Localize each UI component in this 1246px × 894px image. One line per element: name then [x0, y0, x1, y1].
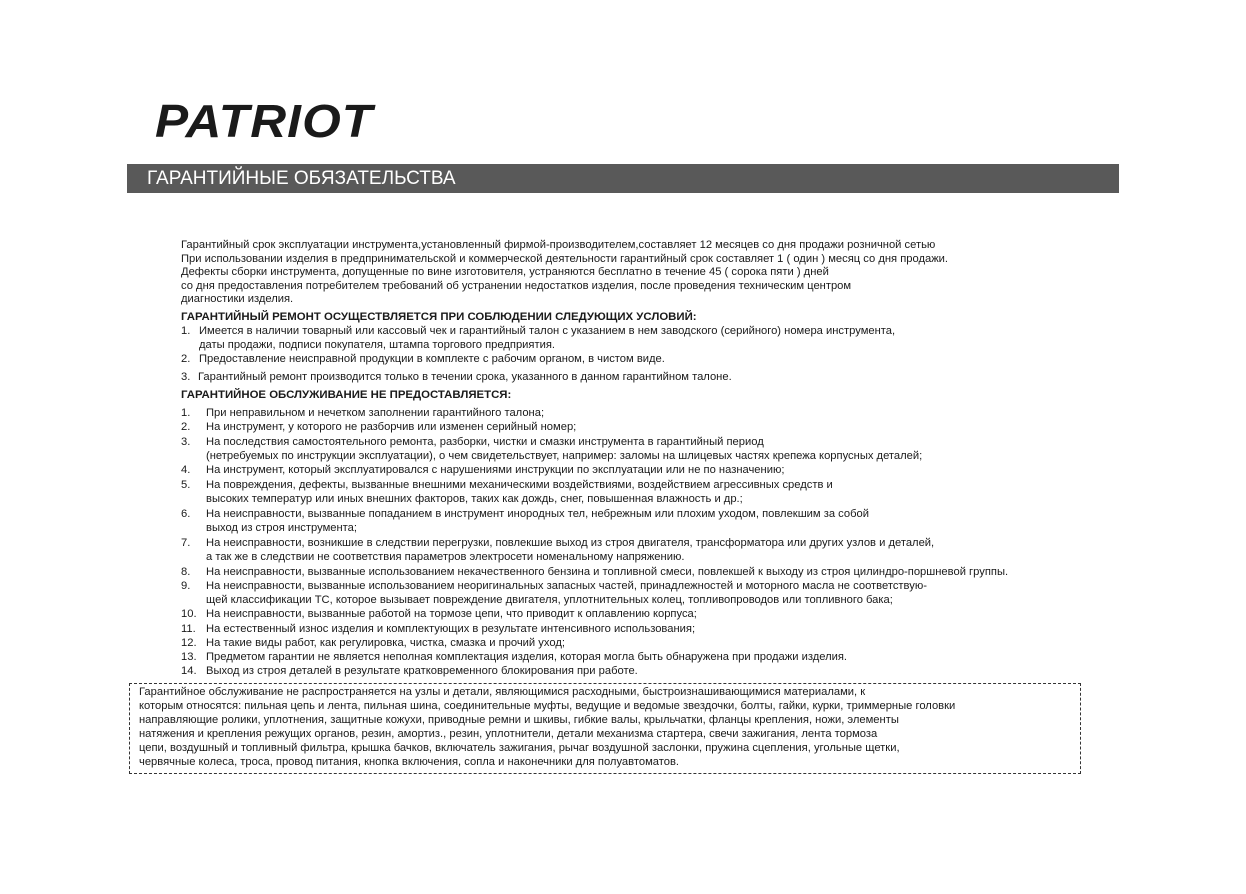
list-item-continuation: (нетребуемых по инструкции эксплуатации), о чем свидетельствует, например: заломы на шлицевых частях крепежа корпусных деталей; — [206, 450, 923, 462]
list-item-number: 14. — [181, 665, 197, 677]
list-item: На повреждения, дефекты, вызванные внешними механическими воздействиями, воздействием агрессивных средств и — [206, 479, 833, 491]
note-line: натяжения и крепления режущих органов, резин, амортиз., резин, уплотнители, детали механизма стартера, свечи зажигания, лента тормоза — [139, 728, 878, 740]
list-item-number: 5. — [181, 479, 191, 491]
list-item-number: 10. — [181, 608, 197, 620]
list-item-continuation: выход из строя инструмента; — [206, 522, 358, 534]
patriot-logo: PATRIOT — [155, 95, 374, 147]
list-item-number: 2. — [181, 421, 191, 433]
note-line: направляющие ролики, уплотнения, защитные кожухи, приводные ремни и шкивы, гибкие валы, крыльчатки, фланцы крепления, ножи, элементы — [139, 714, 899, 726]
list-item-number: 1. — [181, 325, 191, 337]
intro-line: диагностики изделия. — [181, 293, 294, 305]
intro-line: Дефекты сборки инструмента, допущенные по вине изготовителя, устраняются бесплатно в течение 45 ( сорока пяти ) дней — [181, 266, 829, 278]
list-item-number: 3. — [181, 371, 191, 383]
list-item-number: 13. — [181, 651, 197, 663]
list-item: Предоставление неисправной продукции в комплекте с рабочим органом, в чистом виде. — [199, 353, 665, 365]
note-line: которым относятся: пильная цепь и лента, пильная шина, соединительные муфты, ведущие и ведомые звездочки, болты, гайки, курки, триммерные головки — [139, 700, 956, 712]
list-item-number: 4. — [181, 464, 191, 476]
list-item: На инструмент, который эксплуатировался с нарушениями инструкции по эксплуатации или не по назначению; — [206, 464, 785, 476]
list-item: На неисправности, вызванные попаданием в инструмент инородных тел, небрежным или плохим уходом, повлекшим за собой — [206, 508, 869, 520]
page-title: ГАРАНТИЙНЫЕ ОБЯЗАТЕЛЬСТВА — [147, 168, 456, 189]
list-item: На естественный износ изделия и комплектующих в результате интенсивного использования; — [206, 623, 696, 635]
list-item-continuation: даты продажи, подписи покупателя, штампа торгового предприятия. — [199, 339, 556, 351]
list-item: Предметом гарантии не является неполная комплектация изделия, которая могла быть обнаружена при продажи изделия. — [206, 651, 848, 663]
note-line: цепи, воздушный и топливный фильтра, крышка бачков, включатель зажигания, рычаг воздушной заслонки, пружина сцепления, угольные щетки, — [139, 742, 900, 754]
list-item: Гарантийный ремонт производится только в течении срока, указанного в данном гарантийном талоне. — [198, 371, 732, 383]
list-item-number: 2. — [181, 353, 191, 365]
conditions-heading: ГАРАНТИЙНЫЙ РЕМОНТ ОСУЩЕСТВЛЯЕТСЯ ПРИ СОБЛЮДЕНИИ СЛЕДУЮЩИХ УСЛОВИЙ: — [181, 311, 697, 323]
list-item-number: 11. — [181, 623, 196, 635]
list-item: На неисправности, вызванные использованием некачественного бензина и топливной смеси, повлекшей к выходу из строя цилиндро-поршневой группы. — [206, 566, 1009, 578]
exclusions-heading: ГАРАНТИЙНОЕ ОБСЛУЖИВАНИЕ НЕ ПРЕДОСТАВЛЯЕТСЯ: — [181, 389, 512, 401]
list-item-continuation: щей классификации ТС, которое вызывает повреждение двигателя, уплотнительных колец, топливопроводов или топливного бака; — [206, 594, 893, 606]
list-item: При неправильном и нечетком заполнении гарантийного талона; — [206, 407, 545, 419]
list-item-continuation: а так же в следствии не соответствия параметров электросети номенальному напряжению. — [206, 551, 685, 563]
intro-line: Гарантийный срок эксплуатации инструмента,установленный фирмой-производителем,составляет 12 месяцев со дня продажи розничной сетью — [181, 239, 936, 251]
list-item-number: 3. — [181, 436, 191, 448]
section-title-bar — [127, 164, 1119, 193]
list-item: Выход из строя деталей в результате кратковременного блокирования при работе. — [206, 665, 638, 677]
list-item: На неисправности, вызванные работой на тормозе цепи, что приводит к оплавлению корпуса; — [206, 608, 697, 620]
list-item: На инструмент, у которого не разборчив или изменен серийный номер; — [206, 421, 577, 433]
list-item-number: 8. — [181, 566, 191, 578]
list-item-number: 6. — [181, 508, 191, 520]
list-item-continuation: высоких температур или иных внешних факторов, таких как дождь, снег, повышенная влажность и др.; — [206, 493, 743, 505]
note-line: червячные колеса, троса, провод питания, кнопка включения, сопла и наконечники для полуавтоматов. — [139, 756, 680, 768]
note-line: Гарантийное обслуживание не распространяется на узлы и детали, являющимися расходными, быстроизнашивающимися материалами, к — [139, 686, 866, 698]
list-item: Имеется в наличии товарный или кассовый чек и гарантийный талон с указанием в нем заводского (серийного) номера инструмента, — [199, 325, 896, 337]
intro-line: со дня предоставления потребителем требований об устранении недостатков изделия, после проведения техническим центром — [181, 280, 852, 292]
list-item-number: 1. — [181, 407, 191, 419]
intro-line: При использовании изделия в предпринимательской и коммерческой деятельности гарантийный срок составляет 1 ( один ) месяц со дня продажи. — [181, 253, 949, 265]
list-item: На последствия самостоятельного ремонта, разборки, чистки и смазки инструмента в гарантийный период — [206, 436, 764, 448]
list-item: На неисправности, возникшие в следствии перегрузки, повлекшие выход из строя двигателя, трансформатора или других узлов и деталей, — [206, 537, 935, 549]
list-item-number: 7. — [181, 537, 191, 549]
list-item-number: 9. — [181, 580, 191, 592]
list-item-number: 12. — [181, 637, 197, 649]
list-item: На такие виды работ, как регулировка, чистка, смазка и прочий уход; — [206, 637, 565, 649]
list-item: На неисправности, вызванные использованием неоригинальных запасных частей, принадлежностей и моторного масла не соответствую- — [206, 580, 927, 592]
